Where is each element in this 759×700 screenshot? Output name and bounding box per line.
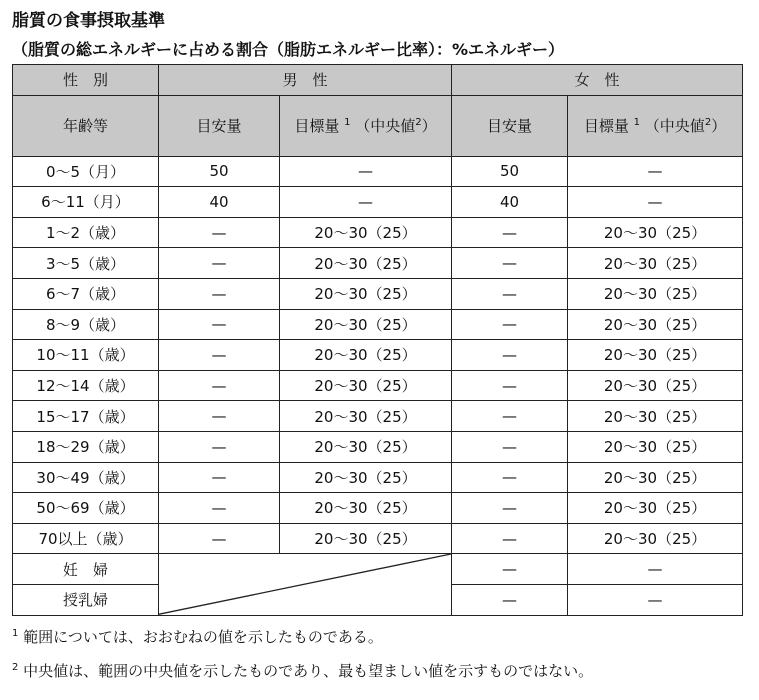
female-target-cell: 20～30（25） [568, 309, 743, 340]
table-row [13, 217, 743, 248]
table-row [13, 278, 743, 309]
female-target-cell: 20～30（25） [568, 278, 743, 309]
age-header: 年齢等 [13, 95, 159, 156]
male-target-cell: 20～30（25） [280, 431, 452, 462]
male-target-cell: — [280, 187, 452, 218]
fat-intake-table [12, 64, 743, 616]
male-target-cell: 20～30（25） [280, 278, 452, 309]
male-target-header [280, 95, 452, 156]
table-row [13, 309, 743, 340]
table-row [13, 431, 743, 462]
female-adequate-cell: — [452, 523, 568, 554]
male-target-cell: 20～30（25） [280, 248, 452, 279]
female-target-cell: 20～30（25） [568, 462, 743, 493]
age-cell: 30～49（歳） [13, 462, 159, 493]
female-adequate-cell: — [452, 217, 568, 248]
female-adequate-cell: — [452, 278, 568, 309]
age-cell: 8～9（歳） [13, 309, 159, 340]
diagonal-line [159, 554, 451, 614]
table-row [13, 370, 743, 401]
male-target-cell: 20～30（25） [280, 462, 452, 493]
male-adequate-cell: — [159, 431, 280, 462]
male-target-cell: 20～30（25） [280, 401, 452, 432]
table-row [13, 248, 743, 279]
female-adequate-header: 目安量 [452, 95, 568, 156]
footnote-mark: 2 [12, 662, 19, 673]
age-cell: 3～5（歳） [13, 248, 159, 279]
age-cell: 1～2（歳） [13, 217, 159, 248]
male-adequate-cell: — [159, 493, 280, 524]
age-cell: 50～69（歳） [13, 493, 159, 524]
footnote-mark-1: 1 [344, 117, 351, 129]
male-target-cell: 20～30（25） [280, 340, 452, 371]
table-row [13, 401, 743, 432]
table-row [13, 462, 743, 493]
male-adequate-cell: 50 [159, 156, 280, 187]
female-target-cell: 20～30（25） [568, 401, 743, 432]
female-target-cell: 20～30（25） [568, 370, 743, 401]
age-cell: 6～11（月） [13, 187, 159, 218]
footnote-mark: 1 [12, 628, 19, 639]
male-adequate-cell: — [159, 309, 280, 340]
female-target-cell: 20～30（25） [568, 493, 743, 524]
female-adequate-cell: — [452, 370, 568, 401]
male-adequate-cell: — [159, 523, 280, 554]
not-applicable-cell [159, 554, 452, 615]
page-subtitle: （脂質の総エネルギーに占める割合（脂肪エネルギー比率）：%エネルギー） [12, 40, 565, 59]
male-adequate-cell: — [159, 217, 280, 248]
female-adequate-cell: — [452, 493, 568, 524]
footnote-2 [12, 660, 593, 681]
female-adequate-cell: 50 [452, 156, 568, 187]
table-row [13, 523, 743, 554]
age-cell: 18～29（歳） [13, 431, 159, 462]
female-target-cell: 20～30（25） [568, 248, 743, 279]
table-row-pregnant [13, 554, 743, 585]
age-cell: 10～11（歳） [13, 340, 159, 371]
header-row-sex [13, 65, 743, 96]
footnote-text: 範囲については、おおむねの値を示したものである。 [23, 628, 383, 646]
male-adequate-cell: — [159, 248, 280, 279]
female-adequate-cell: — [452, 340, 568, 371]
header-row-columns [13, 95, 743, 156]
female-target-cell: 20～30（25） [568, 217, 743, 248]
female-adequate-cell: — [452, 431, 568, 462]
footnote-mark-2: 2 [704, 117, 712, 129]
female-target-cell: 20～30（25） [568, 523, 743, 554]
male-adequate-cell: 40 [159, 187, 280, 218]
median-open: （中央値 [644, 117, 705, 136]
female-adequate-cell: — [452, 309, 568, 340]
female-target-cell: 20～30（25） [568, 340, 743, 371]
median-close: ） [421, 117, 437, 136]
age-cell: 12～14（歳） [13, 370, 159, 401]
age-cell: 0～5（月） [13, 156, 159, 187]
female-target-cell: — [568, 554, 743, 585]
female-target-cell: 20～30（25） [568, 431, 743, 462]
age-cell: 70以上（歳） [13, 523, 159, 554]
male-adequate-cell: — [159, 370, 280, 401]
male-target-cell: 20～30（25） [280, 217, 452, 248]
female-adequate-cell: — [452, 248, 568, 279]
median-close: ） [711, 117, 727, 136]
male-target-cell: 20～30（25） [280, 370, 452, 401]
page-title: 脂質の食事摂取基準 [12, 11, 165, 31]
table-body [13, 156, 743, 615]
table-row [13, 340, 743, 371]
male-adequate-cell: — [159, 340, 280, 371]
table-row [13, 187, 743, 218]
female-adequate-cell: — [452, 554, 568, 585]
male-header: 男 性 [159, 65, 452, 96]
footnote-mark-2: 2 [415, 117, 422, 129]
female-target-header [568, 95, 743, 156]
female-target-cell: — [568, 187, 743, 218]
male-adequate-cell: — [159, 278, 280, 309]
target-label: 目標量 [294, 117, 340, 136]
sex-header: 性 別 [13, 65, 159, 96]
age-cell: 授乳婦 [13, 584, 159, 615]
female-adequate-cell: 40 [452, 187, 568, 218]
male-target-cell: 20～30（25） [280, 493, 452, 524]
age-cell: 妊 婦 [13, 554, 159, 585]
male-adequate-header: 目安量 [159, 95, 280, 156]
male-adequate-cell: — [159, 401, 280, 432]
age-cell: 15～17（歳） [13, 401, 159, 432]
female-header: 女 性 [452, 65, 743, 96]
female-adequate-cell: — [452, 462, 568, 493]
median-open: （中央値 [355, 117, 416, 136]
female-adequate-cell: — [452, 401, 568, 432]
male-target-cell: — [280, 156, 452, 187]
table-row [13, 156, 743, 187]
female-target-cell: — [568, 156, 743, 187]
table-row [13, 493, 743, 524]
male-target-cell: 20～30（25） [280, 309, 452, 340]
footnote-mark-1: 1 [633, 117, 641, 129]
male-adequate-cell: — [159, 462, 280, 493]
male-target-cell: 20～30（25） [280, 523, 452, 554]
female-target-cell: — [568, 584, 743, 615]
age-cell: 6～7（歳） [13, 278, 159, 309]
target-label: 目標量 [583, 117, 629, 136]
footnote-1 [12, 626, 383, 647]
footnote-text: 中央値は、範囲の中央値を示したものであり、最も望ましい値を示すものではない。 [23, 662, 594, 680]
female-adequate-cell: — [452, 584, 568, 615]
